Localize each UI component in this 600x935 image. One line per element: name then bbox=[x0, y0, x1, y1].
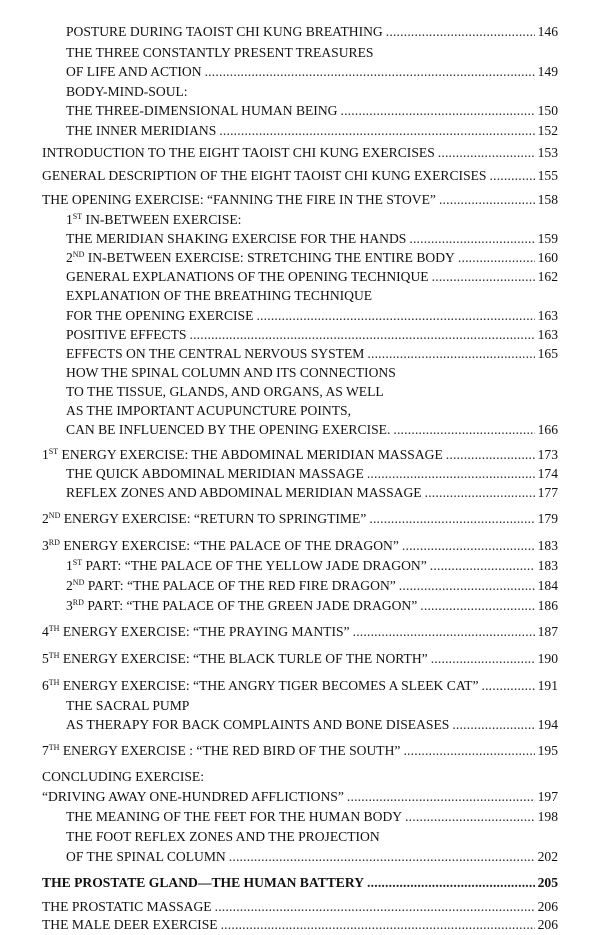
page-number: 186 bbox=[537, 598, 558, 613]
toc-entry bbox=[66, 846, 558, 867]
entry-title: CAN BE INFLUENCED BY THE OPENING EXERCISE. bbox=[66, 422, 391, 437]
page-number: 150 bbox=[537, 103, 558, 118]
page-number: 191 bbox=[537, 678, 558, 693]
page-number: 202 bbox=[537, 849, 558, 864]
toc-entry bbox=[66, 247, 558, 268]
toc-entry bbox=[42, 740, 558, 761]
toc-entry bbox=[42, 766, 558, 787]
page-number: 163 bbox=[537, 308, 558, 323]
entry-title: GENERAL EXPLANATIONS OF THE OPENING TECHNIQUE bbox=[66, 269, 429, 284]
toc-entry bbox=[66, 21, 558, 42]
entry-title: 2ND IN-BETWEEN EXERCISE: STRETCHING THE ENTIRE BODY bbox=[66, 250, 455, 265]
entry-title: THE QUICK ABDOMINAL MERIDIAN MASSAGE bbox=[66, 466, 364, 481]
page-number: 197 bbox=[537, 789, 558, 804]
page-number: 160 bbox=[537, 250, 558, 265]
entry-title: THE FOOT REFLEX ZONES AND THE PROJECTION bbox=[66, 829, 380, 844]
toc-entry bbox=[66, 100, 558, 121]
toc-entry bbox=[66, 61, 558, 82]
toc-entry bbox=[66, 806, 558, 827]
page-number: 205 bbox=[537, 875, 558, 890]
entry-title: FOR THE OPENING EXERCISE bbox=[66, 308, 254, 323]
page-number: 163 bbox=[537, 327, 558, 342]
entry-title: 2ND PART: “THE PALACE OF THE RED FIRE DRAGON” bbox=[66, 578, 396, 593]
entry-title: 7TH ENERGY EXERCISE : “THE RED BIRD OF THE SOUTH” bbox=[42, 743, 401, 758]
entry-title: AS THE IMPORTANT ACUPUNCTURE POINTS, bbox=[66, 403, 351, 418]
page-number: 155 bbox=[537, 168, 558, 183]
entry-title: THE INNER MERIDIANS bbox=[66, 123, 217, 138]
entry-title: HOW THE SPINAL COLUMN AND ITS CONNECTIONS bbox=[66, 365, 396, 380]
toc-entry bbox=[66, 826, 558, 847]
entry-title: REFLEX ZONES AND ABDOMINAL MERIDIAN MASSAGE bbox=[66, 485, 422, 500]
entry-title: 1ST PART: “THE PALACE OF THE YELLOW JADE DRAGON” bbox=[66, 558, 427, 573]
page-number: 177 bbox=[537, 485, 558, 500]
entry-title: EXPLANATION OF THE BREATHING TECHNIQUE bbox=[66, 288, 373, 303]
toc-entry bbox=[42, 142, 558, 163]
entry-title: 2ND ENERGY EXERCISE: “RETURN TO SPRINGTIME” bbox=[42, 511, 367, 526]
entry-title: AS THERAPY FOR BACK COMPLAINTS AND BONE DISEASES bbox=[66, 717, 450, 732]
entry-title: THE PROSTATIC MASSAGE bbox=[42, 899, 212, 914]
toc-entry bbox=[42, 786, 558, 807]
toc-entry bbox=[66, 324, 558, 345]
entry-title: CONCLUDING EXERCISE: bbox=[42, 769, 204, 784]
entry-title: 1ST IN-BETWEEN EXERCISE: bbox=[66, 212, 242, 227]
toc-entry bbox=[42, 535, 558, 556]
page-number: 149 bbox=[537, 64, 558, 79]
entry-title: 1ST ENERGY EXERCISE: THE ABDOMINAL MERIDIAN MASSAGE bbox=[42, 447, 443, 462]
entry-title: POSITIVE EFFECTS bbox=[66, 327, 187, 342]
toc-entry bbox=[42, 444, 558, 465]
entry-title: 3RD ENERGY EXERCISE: “THE PALACE OF THE DRAGON” bbox=[42, 538, 399, 553]
entry-title: THE THREE CONSTANTLY PRESENT TREASURES bbox=[66, 45, 374, 60]
entry-title: GENERAL DESCRIPTION OF THE EIGHT TAOIST CHI KUNG EXERCISES bbox=[42, 168, 487, 183]
page-number: 190 bbox=[537, 651, 558, 666]
toc-entry bbox=[66, 400, 558, 421]
entry-title: BODY-MIND-SOUL: bbox=[66, 84, 188, 99]
entry-title: 6TH ENERGY EXERCISE: “THE ANGRY TIGER BECOMES A SLEEK CAT” bbox=[42, 678, 479, 693]
page-number: 206 bbox=[537, 899, 558, 914]
entry-title: 4TH ENERGY EXERCISE: “THE PRAYING MANTIS” bbox=[42, 624, 350, 639]
toc-entry bbox=[66, 555, 558, 576]
page-number: 159 bbox=[537, 231, 558, 246]
toc-entry bbox=[66, 575, 558, 596]
toc-entry bbox=[66, 463, 558, 484]
toc-entry bbox=[42, 621, 558, 642]
toc-entry bbox=[66, 285, 558, 306]
page-number: 184 bbox=[537, 578, 558, 593]
toc-entry bbox=[66, 419, 558, 440]
entry-title: THE SACRAL PUMP bbox=[66, 698, 190, 713]
page-number: 152 bbox=[537, 123, 558, 138]
entry-title: THE THREE-DIMENSIONAL HUMAN BEING bbox=[66, 103, 338, 118]
toc-entry bbox=[66, 120, 558, 141]
page-number: 206 bbox=[537, 917, 558, 932]
page-number: 187 bbox=[537, 624, 558, 639]
page-number: 174 bbox=[537, 466, 558, 481]
toc-entry bbox=[66, 42, 558, 63]
page-number: 153 bbox=[537, 145, 558, 160]
toc-entry bbox=[66, 343, 558, 364]
entry-title: THE OPENING EXERCISE: “FANNING THE FIRE IN THE STOVE” bbox=[42, 192, 436, 207]
toc-entry bbox=[42, 508, 558, 529]
toc-entry bbox=[66, 595, 558, 616]
entry-title: POSTURE DURING TAOIST CHI KUNG BREATHING bbox=[66, 24, 383, 39]
page-number: 162 bbox=[537, 269, 558, 284]
toc-entry bbox=[66, 695, 558, 716]
page-number: 146 bbox=[537, 24, 558, 39]
page-number: 158 bbox=[537, 192, 558, 207]
entry-title: OF THE SPINAL COLUMN bbox=[66, 849, 226, 864]
page-number: 179 bbox=[537, 511, 558, 526]
entry-title: THE PROSTATE GLAND—THE HUMAN BATTERY bbox=[42, 875, 365, 890]
toc-entry bbox=[42, 189, 558, 210]
toc-entry bbox=[66, 714, 558, 735]
toc-entry bbox=[66, 362, 558, 383]
page-number: 173 bbox=[537, 447, 558, 462]
toc-entry bbox=[42, 675, 558, 696]
toc-entry bbox=[66, 266, 558, 287]
page-number: 183 bbox=[537, 538, 558, 553]
page-number: 195 bbox=[537, 743, 558, 758]
entry-title: INTRODUCTION TO THE EIGHT TAOIST CHI KUNG EXERCISES bbox=[42, 145, 435, 160]
page-number: 183 bbox=[537, 558, 558, 573]
page-number: 194 bbox=[537, 717, 558, 732]
entry-title: TO THE TISSUE, GLANDS, AND ORGANS, AS WELL bbox=[66, 384, 384, 399]
entry-title: THE MEANING OF THE FEET FOR THE HUMAN BODY bbox=[66, 809, 403, 824]
toc-entry bbox=[42, 872, 558, 893]
entry-title: THE MERIDIAN SHAKING EXERCISE FOR THE HANDS bbox=[66, 231, 407, 246]
page-number: 198 bbox=[537, 809, 558, 824]
toc-entry bbox=[42, 165, 558, 186]
page-number: 165 bbox=[537, 346, 558, 361]
page-number: 166 bbox=[537, 422, 558, 437]
entry-title: 3RD PART: “THE PALACE OF THE GREEN JADE DRAGON” bbox=[66, 598, 418, 613]
toc-entry bbox=[66, 381, 558, 402]
toc-entry bbox=[66, 482, 558, 503]
toc-entry bbox=[42, 914, 558, 935]
entry-title: OF LIFE AND ACTION bbox=[66, 64, 202, 79]
toc-entry bbox=[66, 228, 558, 249]
toc-entry bbox=[66, 305, 558, 326]
toc-entry bbox=[66, 81, 558, 102]
entry-title: “DRIVING AWAY ONE-HUNDRED AFFLICTIONS” bbox=[42, 789, 344, 804]
toc-entry bbox=[42, 648, 558, 669]
entry-title: 5TH ENERGY EXERCISE: “THE BLACK TURLE OF THE NORTH” bbox=[42, 651, 428, 666]
entry-title: EFFECTS ON THE CENTRAL NERVOUS SYSTEM bbox=[66, 346, 365, 361]
toc-entry bbox=[66, 209, 558, 230]
entry-title: THE MALE DEER EXERCISE bbox=[42, 917, 218, 932]
